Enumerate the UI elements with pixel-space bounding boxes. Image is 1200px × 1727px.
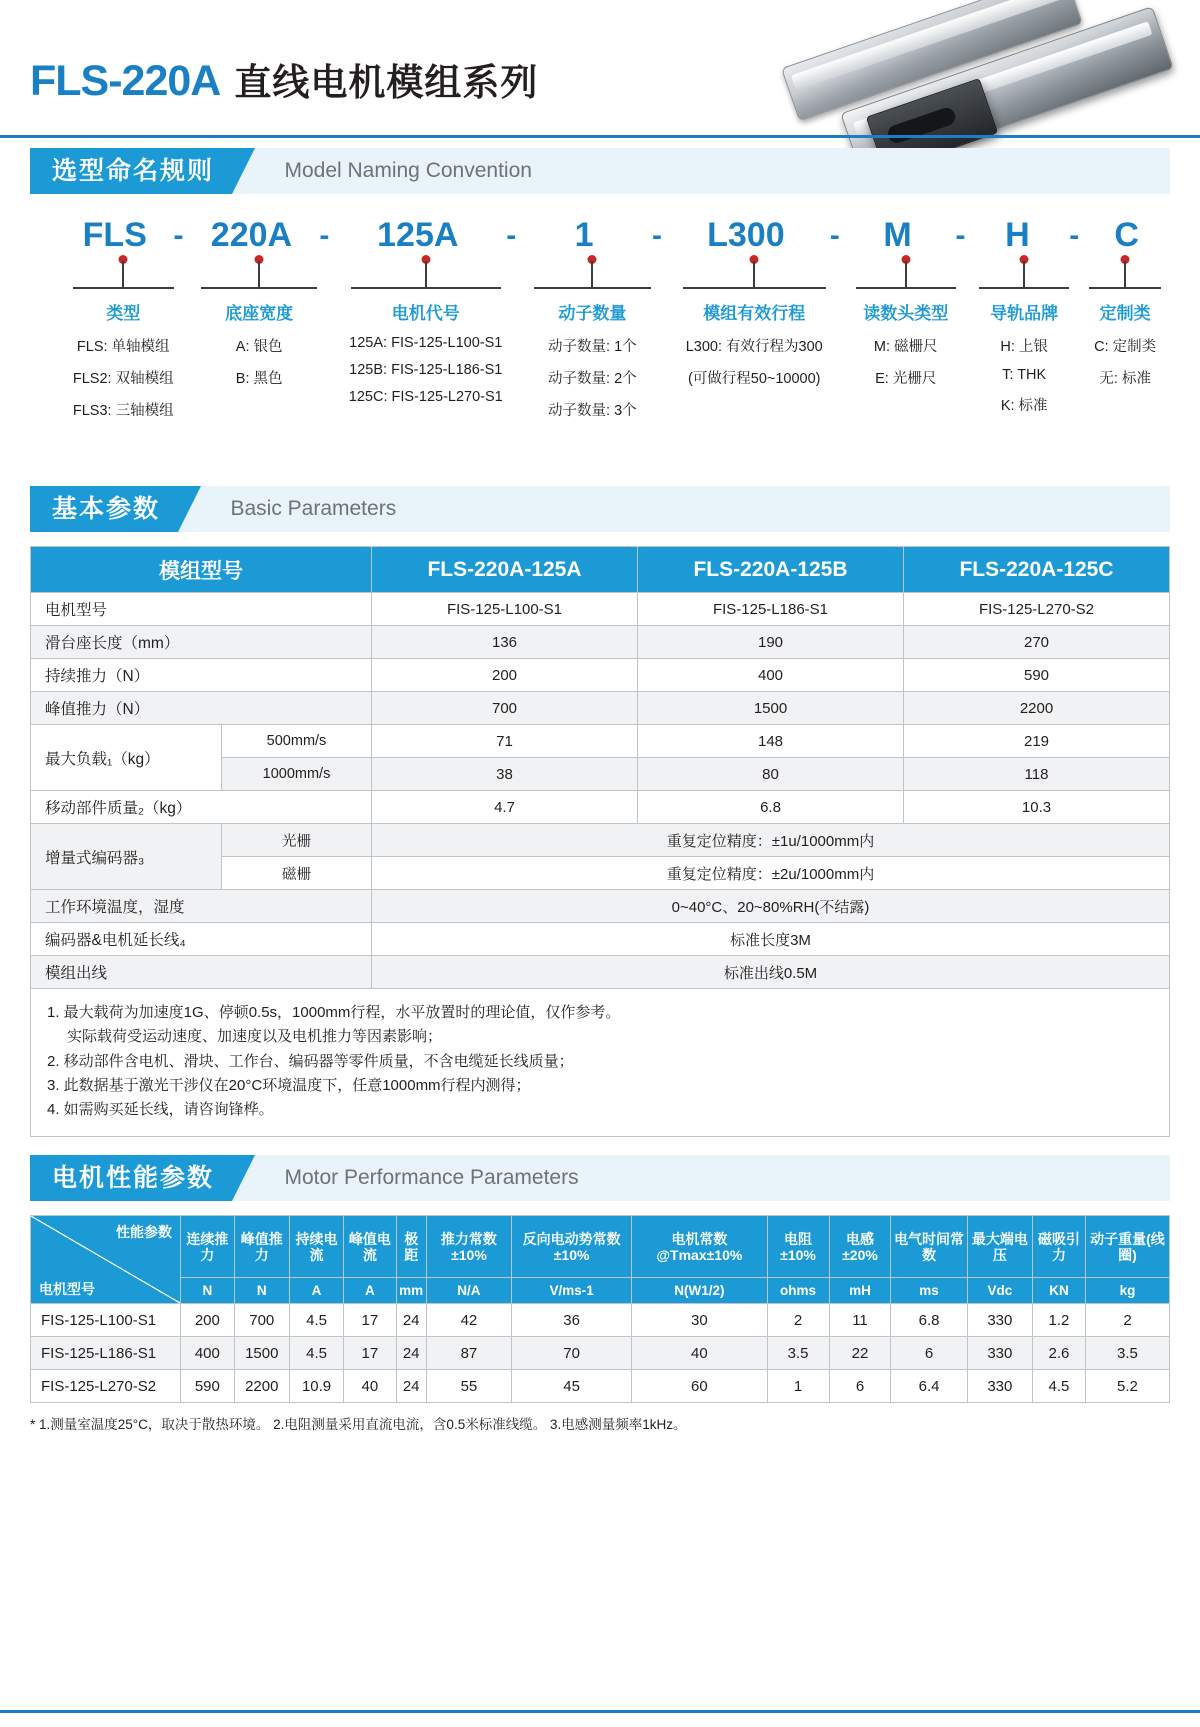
naming-column-item: 无: 标准 [1099, 371, 1151, 387]
cell-value: 标准长度3M [372, 923, 1170, 956]
naming-column-title: 类型 [106, 304, 141, 323]
motor-table-footnote: * 1.测量室温度25°C，取决于散热环境。 2.电阻测量采用直流电流，含0.5米标准线缆。 3.电感测量频率1kHz。 [30, 1417, 687, 1433]
cell-value: FIS-125-L186-S1 [638, 593, 904, 626]
table-row [31, 1337, 1170, 1370]
cell-value: 2 [1085, 1304, 1169, 1337]
cell-value: 6.8 [891, 1304, 967, 1337]
column-unit: ohms [767, 1278, 829, 1304]
cell-value: 4.5 [289, 1337, 343, 1370]
leader-line [520, 255, 665, 295]
model-code-row [30, 216, 1170, 255]
model-code-token: FLS [82, 216, 147, 254]
cell-value: 148 [638, 725, 904, 758]
naming-column-item: C: 定制类 [1094, 339, 1157, 355]
column-header: 模组型号 [31, 547, 372, 593]
cell-value: 330 [967, 1370, 1032, 1403]
naming-column [332, 255, 520, 420]
column-unit: Vdc [967, 1278, 1032, 1304]
note-line: 3. 此数据基于激光干涉仪在20°C环境温度下，任意1000mm行程内测得； [47, 1076, 531, 1094]
title-model: FLS-220A [30, 57, 221, 105]
cell-value: 11 [829, 1304, 891, 1337]
naming-column-title: 动子数量 [558, 304, 627, 323]
leader-line [332, 255, 520, 295]
model-code-separator: - [652, 218, 662, 252]
table-row [31, 1304, 1170, 1337]
section-title-en: Motor Performance Parameters [284, 1166, 579, 1190]
cell-value: 400 [181, 1337, 235, 1370]
naming-column [60, 255, 186, 420]
row-label: 最大负载₁（kg） [31, 725, 222, 791]
naming-column-item: E: 光栅尺 [875, 371, 937, 387]
model-code-separator: - [955, 218, 966, 252]
cell-value: 重复定位精度：±2u/1000mm内 [372, 857, 1170, 890]
naming-column-item: 动子数量: 1个 [548, 339, 637, 355]
column-header: 推力常数±10% [426, 1216, 511, 1278]
cell-value: 330 [967, 1304, 1032, 1337]
column-header: FLS-220A-125C [904, 547, 1170, 593]
row-label: FIS-125-L186-S1 [31, 1337, 181, 1370]
model-code-token: C [1114, 216, 1139, 254]
cell-value: 40 [632, 1337, 767, 1370]
cell-value: 400 [638, 659, 904, 692]
column-unit: N(W1/2) [632, 1278, 767, 1304]
section-motor-header [30, 1155, 1170, 1201]
cell-value: 700 [372, 692, 638, 725]
cell-value: 1500 [638, 692, 904, 725]
cell-value: 0~40°C、20~80%RH(不结露) [372, 890, 1170, 923]
naming-column-title: 底座宽度 [225, 304, 294, 323]
row-sublabel: 磁栅 [222, 857, 372, 890]
naming-column-item: FLS2: 双轴模组 [72, 371, 174, 387]
naming-column-title: 读数头类型 [863, 304, 949, 323]
column-header: 电感±20% [829, 1216, 891, 1278]
cell-value: 标准出线0.5M [372, 956, 1170, 989]
cell-value: 118 [904, 758, 1170, 791]
column-unit: mH [829, 1278, 891, 1304]
column-unit: KN [1032, 1278, 1085, 1304]
naming-column [843, 255, 968, 420]
table-body [31, 1304, 1170, 1403]
title-series: 直线电机模组系列 [234, 62, 539, 103]
cell-value: 重复定位精度：±1u/1000mm内 [372, 824, 1170, 857]
cell-value: 4.5 [289, 1304, 343, 1337]
basic-parameters-table [30, 546, 1170, 989]
note-line: 2. 移动部件含电机、滑块、工作台、编码器等零件质量，不含电缆延长线质量； [47, 1052, 574, 1070]
cell-value: 3.5 [1085, 1337, 1169, 1370]
cell-value: 24 [396, 1370, 426, 1403]
cell-value: 6 [891, 1337, 967, 1370]
table-header-row-units [31, 1278, 1170, 1304]
naming-column-item: (可做行程50~10000) [687, 371, 821, 387]
cell-value: 4.7 [372, 791, 638, 824]
leader-line [665, 255, 843, 295]
cell-value: 6 [829, 1370, 891, 1403]
column-header: 动子重量(线圈) [1085, 1216, 1169, 1278]
section-basic-header [30, 486, 1170, 532]
naming-column-title: 电机代号 [391, 304, 460, 323]
naming-column-item: M: 磁栅尺 [873, 339, 938, 355]
table-row [31, 824, 1170, 857]
row-label: 峰值推力（N） [31, 692, 372, 725]
row-label: 滑台座长度（mm） [31, 626, 372, 659]
naming-column-title: 定制类 [1099, 304, 1151, 323]
cell-value: FIS-125-L270-S2 [904, 593, 1170, 626]
row-label: FIS-125-L270-S2 [31, 1370, 181, 1403]
cell-value: 700 [234, 1304, 289, 1337]
naming-column [520, 255, 665, 420]
column-header: 磁吸引力 [1032, 1216, 1085, 1278]
cell-value: 22 [829, 1337, 891, 1370]
column-unit: A [289, 1278, 343, 1304]
cell-value: 5.2 [1085, 1370, 1169, 1403]
row-label: 编码器&电机延长线₄ [31, 923, 372, 956]
basic-parameters-notes [30, 989, 1170, 1137]
row-label: 工作环境温度，湿度 [31, 890, 372, 923]
cell-value: 1 [767, 1370, 829, 1403]
table-row [31, 692, 1170, 725]
note-line: 4. 如需购买延长线，请咨询锋桦。 [47, 1101, 274, 1119]
cell-value: 17 [344, 1304, 396, 1337]
table-header-row-primary [31, 1216, 1170, 1278]
row-label: 模组出线 [31, 956, 372, 989]
naming-column-item: B: 黑色 [235, 371, 283, 387]
cell-value: 4.5 [1032, 1370, 1085, 1403]
column-unit: N/A [426, 1278, 511, 1304]
column-header: 反向电动势常数±10% [512, 1216, 632, 1278]
column-unit: kg [1085, 1278, 1169, 1304]
row-label: 电机型号 [31, 593, 372, 626]
table-corner-header: 性能参数 电机型号 [31, 1216, 181, 1304]
leader-line [60, 255, 186, 295]
row-sublabel: 1000mm/s [222, 758, 372, 791]
model-code-token: H [1005, 216, 1030, 254]
table-row [31, 659, 1170, 692]
column-header: 持续电流 [289, 1216, 343, 1278]
column-header: 电机常数@Tmax±10% [632, 1216, 767, 1278]
column-header: 连续推力 [181, 1216, 235, 1278]
naming-column-item: 125B: FIS-125-L186-S1 [349, 362, 503, 378]
naming-column [665, 255, 843, 420]
cell-value: 6.8 [638, 791, 904, 824]
cell-value: 36 [512, 1304, 632, 1337]
section-naming-header [30, 148, 1170, 194]
table-row [31, 626, 1170, 659]
column-header: 极距 [396, 1216, 426, 1278]
cell-value: 17 [344, 1337, 396, 1370]
cell-value: FIS-125-L100-S1 [372, 593, 638, 626]
naming-column-item: 125A: FIS-125-L100-S1 [349, 335, 503, 351]
column-unit: ms [891, 1278, 967, 1304]
header-divider [0, 135, 1200, 138]
table-row [31, 791, 1170, 824]
row-sublabel: 500mm/s [222, 725, 372, 758]
cell-value: 24 [396, 1304, 426, 1337]
model-code-token: 125A [377, 216, 459, 254]
column-header: 最大端电压 [967, 1216, 1032, 1278]
section-title-cn: 电机性能参数 [30, 1155, 232, 1201]
model-code-separator: - [1069, 218, 1080, 252]
column-header: FLS-220A-125A [372, 547, 638, 593]
naming-column-item: FLS3: 三轴模组 [72, 403, 174, 419]
column-header: 峰值电流 [344, 1216, 396, 1278]
naming-column-item: K: 标准 [1000, 398, 1048, 414]
cell-value: 2 [767, 1304, 829, 1337]
naming-column-item: A: 银色 [235, 339, 283, 355]
cell-value: 590 [904, 659, 1170, 692]
cell-value: 2200 [904, 692, 1170, 725]
naming-columns [30, 255, 1170, 420]
column-header: 电气时间常数 [891, 1216, 967, 1278]
cell-value: 70 [512, 1337, 632, 1370]
leader-line [843, 255, 968, 295]
cell-value: 200 [372, 659, 638, 692]
cell-value: 270 [904, 626, 1170, 659]
cell-value: 2200 [234, 1370, 289, 1403]
note-line: 1. 最大载荷为加速度1G、停顿0.5s，1000mm行程，水平放置时的理论值，仅作参考。 [47, 1004, 621, 1021]
table-row [31, 725, 1170, 758]
row-label: 增量式编码器₃ [31, 824, 222, 890]
cell-value: 55 [426, 1370, 511, 1403]
naming-column-item: 125C: FIS-125-L270-S1 [348, 389, 503, 405]
naming-column [186, 255, 331, 420]
section-title-cn: 选型命名规则 [30, 148, 232, 194]
row-label: FIS-125-L100-S1 [31, 1304, 181, 1337]
cell-value: 87 [426, 1337, 511, 1370]
naming-column-item: 动子数量: 3个 [548, 403, 637, 419]
row-sublabel: 光栅 [222, 824, 372, 857]
note-line: 实际载荷受运动速度、加速度以及电机推力等因素影响； [67, 1028, 443, 1046]
model-code-separator: - [173, 218, 184, 252]
model-code-separator: - [319, 218, 330, 252]
table-row [31, 923, 1170, 956]
naming-column-title: 模组有效行程 [703, 304, 806, 323]
leader-line [1080, 255, 1170, 295]
cell-value: 24 [396, 1337, 426, 1370]
cell-value: 219 [904, 725, 1170, 758]
model-code-separator: - [829, 218, 840, 252]
naming-column-item: T: THK [1002, 367, 1047, 383]
column-unit: V/ms-1 [512, 1278, 632, 1304]
column-header: 峰值推力 [234, 1216, 289, 1278]
naming-column-title: 导轨品牌 [990, 304, 1059, 323]
cell-value: 10.3 [904, 791, 1170, 824]
cell-value: 40 [344, 1370, 396, 1403]
cell-value: 590 [181, 1370, 235, 1403]
model-code-separator: - [506, 218, 517, 252]
cell-value: 10.9 [289, 1370, 343, 1403]
leader-line [186, 255, 331, 295]
table-row [31, 593, 1170, 626]
column-unit: N [234, 1278, 289, 1304]
model-code-token: 220A [210, 216, 293, 254]
row-label: 持续推力（N） [31, 659, 372, 692]
naming-column-item: FLS: 单轴模组 [76, 339, 170, 355]
cell-value: 80 [638, 758, 904, 791]
page-header [0, 0, 1200, 148]
cell-value: 136 [372, 626, 638, 659]
cell-value: 71 [372, 725, 638, 758]
section-title-en: Basic Parameters [230, 497, 397, 520]
page-title [30, 52, 538, 106]
column-header: FLS-220A-125B [638, 547, 904, 593]
table-body [31, 593, 1170, 989]
motor-performance-table [30, 1215, 1170, 1403]
naming-convention-diagram [30, 216, 1170, 486]
leader-line [968, 255, 1080, 295]
column-header: 电阻±10% [767, 1216, 829, 1278]
cell-value: 45 [512, 1370, 632, 1403]
cell-value: 2.6 [1032, 1337, 1085, 1370]
naming-column-item: H: 上银 [1000, 339, 1048, 355]
cell-value: 3.5 [767, 1337, 829, 1370]
cell-value: 330 [967, 1337, 1032, 1370]
column-unit: mm [396, 1278, 426, 1304]
naming-column [968, 255, 1080, 420]
section-title-en: Model Naming Convention [284, 159, 532, 182]
naming-column [1080, 255, 1170, 420]
model-code-token: 1 [574, 216, 594, 254]
section-title-cn: 基本参数 [30, 486, 178, 532]
cell-value: 30 [632, 1304, 767, 1337]
column-unit: N [181, 1278, 235, 1304]
cell-value: 200 [181, 1304, 235, 1337]
table-header-row [31, 547, 1170, 593]
naming-column-item: L300: 有效行程为300 [685, 339, 823, 355]
column-unit: A [344, 1278, 396, 1304]
cell-value: 6.4 [891, 1370, 967, 1403]
cell-value: 42 [426, 1304, 511, 1337]
table-row [31, 956, 1170, 989]
model-code-token: M [883, 216, 912, 254]
table-row [31, 1370, 1170, 1403]
cell-value: 60 [632, 1370, 767, 1403]
cell-value: 38 [372, 758, 638, 791]
table-row [31, 890, 1170, 923]
cell-value: 1500 [234, 1337, 289, 1370]
naming-column-item: 动子数量: 2个 [548, 371, 637, 387]
footer-divider [0, 1710, 1200, 1713]
cell-value: 190 [638, 626, 904, 659]
cell-value: 1.2 [1032, 1304, 1085, 1337]
row-label: 移动部件质量₂（kg） [31, 791, 372, 824]
model-code-token: L300 [707, 216, 785, 254]
